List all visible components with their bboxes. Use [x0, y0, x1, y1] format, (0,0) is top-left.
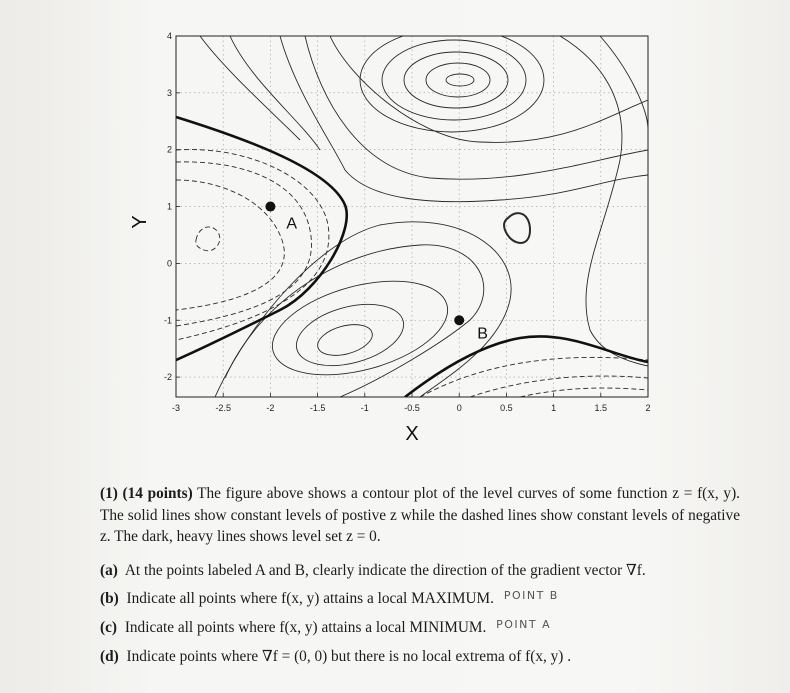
labeled-points	[265, 202, 487, 343]
x-tick-label: 2	[645, 403, 651, 413]
x-tick-label: -2.5	[215, 403, 231, 413]
x-tick-label: -3	[171, 403, 181, 413]
contour-hill-2	[290, 294, 411, 377]
part-c	[100, 617, 740, 640]
y-tick-labels	[164, 31, 180, 382]
problem-number: (1)	[100, 485, 118, 502]
part-d-text: Indicate points where ∇f = (0, 0) but there is no local extrema of f(x, y) .	[126, 647, 572, 665]
contour-hill-3	[262, 264, 458, 392]
contour-neg-4	[176, 150, 329, 340]
x-tick-label: 1.5	[594, 403, 608, 413]
y-tick-label: 1	[166, 201, 172, 212]
y-tick-label: 4	[166, 31, 172, 41]
plot-grid	[176, 36, 648, 397]
contour-neg-1	[196, 227, 220, 251]
contour-max-1	[446, 74, 474, 86]
part-a-text: At the points labeled A and B, clearly indicate the direction of the gradient vector ∇f.	[124, 561, 646, 579]
part-c-text: Indicate all points where f(x, y) attains a local MINIMUM.	[124, 618, 487, 636]
part-b	[100, 588, 740, 611]
contour-right-2	[600, 36, 648, 130]
contour-top-7	[305, 36, 648, 179]
contour-neg-2	[176, 180, 284, 310]
point-a-label: A	[286, 215, 298, 233]
problem-parts	[100, 560, 740, 668]
part-b-handwritten-answer: POINT B	[503, 588, 559, 602]
x-tick-label: -1.5	[309, 403, 326, 413]
x-tick-labels	[172, 393, 651, 413]
contour-neg-6	[470, 376, 648, 397]
part-b-text: Indicate all points where f(x, y) attains a local MAXIMUM.	[126, 589, 494, 607]
x-tick-label: -1	[360, 403, 369, 413]
x-tick-label: 0.5	[500, 403, 513, 413]
part-d	[100, 646, 740, 668]
y-axis-title: Y	[129, 215, 151, 229]
x-tick-label: -2	[266, 403, 275, 413]
contour-top-8	[280, 36, 648, 202]
point-a-marker	[265, 202, 275, 212]
problem-text	[100, 483, 740, 674]
point-b-marker	[454, 315, 464, 325]
part-a-tag: (a)	[100, 561, 118, 579]
x-axis-title: X	[405, 423, 419, 445]
part-c-tag: (c)	[100, 618, 117, 636]
part-d-tag: (d)	[100, 647, 119, 665]
contour-right-1	[560, 36, 648, 366]
part-c-handwritten-answer: POINT A	[496, 617, 552, 631]
zero-level-left	[176, 117, 347, 360]
part-b-tag: (b)	[100, 589, 119, 607]
x-tick-label: 0	[456, 403, 462, 413]
contour-neg-7	[520, 388, 648, 397]
problem-intro	[100, 483, 740, 548]
y-tick-label: -1	[163, 315, 172, 326]
point-b-label: B	[477, 325, 488, 343]
contour-top-6	[330, 36, 648, 142]
y-tick-label: 3	[166, 87, 172, 98]
contour-neg-3	[176, 162, 311, 326]
y-tick-label: -2	[163, 372, 172, 383]
contour-hill-1	[314, 319, 375, 361]
contour-max-5	[360, 28, 544, 132]
contour-max-2	[426, 63, 490, 97]
y-tick-label: 2	[166, 144, 172, 155]
contour-small-loop	[504, 213, 530, 243]
x-tick-label: 1	[551, 403, 557, 413]
part-a	[100, 560, 740, 582]
contour-max-3	[404, 52, 508, 108]
x-tick-label: -0.5	[404, 403, 420, 413]
problem-points: (14 points)	[122, 485, 193, 502]
problem-statement: The figure above shows a contour plot of the level curves of some function z = f(x, y). The solid lines show constant levels of postive z while the dashed lines show constant levels of negative z. The dark, heavy lines shows level set z = 0.	[100, 485, 740, 545]
y-tick-label: 0	[166, 258, 172, 269]
